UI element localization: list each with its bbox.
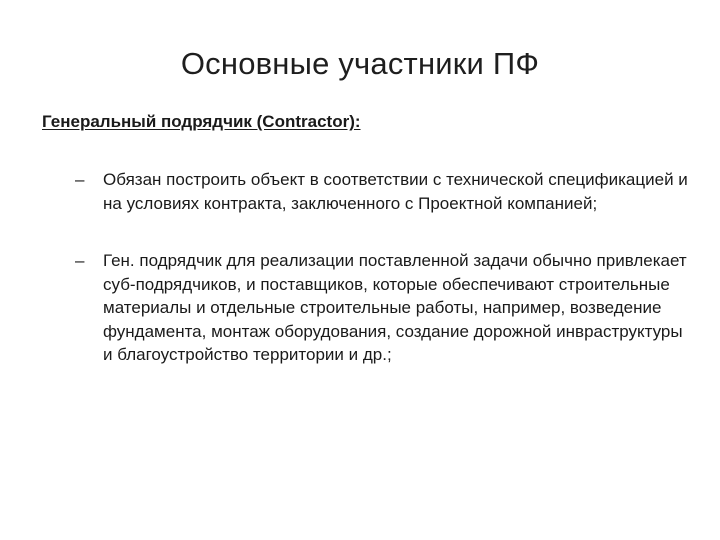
bullet-text: Ген. подрядчик для реализации поставленной задачи обычно привлекает суб-подрядчиков, и поставщиков, которые обеспечивают строительные материалы и отдельные строительные работы, например, возведение фундамента, монтаж оборудования, создание дорожной инвраструктуры и благоустройство территории и др.; — [103, 251, 687, 364]
bullet-text: Обязан построить объект в соответствии с технической спецификацией и на условиях контракта, заключенного с Проектной компанией; — [103, 170, 688, 213]
bullet-item — [75, 249, 695, 367]
bullet-item — [75, 168, 695, 215]
bullet-dash: – — [75, 170, 85, 189]
slide-title: Основные участники ПФ — [180, 46, 540, 81]
bullet-list — [75, 168, 695, 401]
slide-subtitle: Генеральный подрядчик (Contractor): — [42, 112, 361, 131]
bullet-dash: – — [75, 251, 85, 270]
